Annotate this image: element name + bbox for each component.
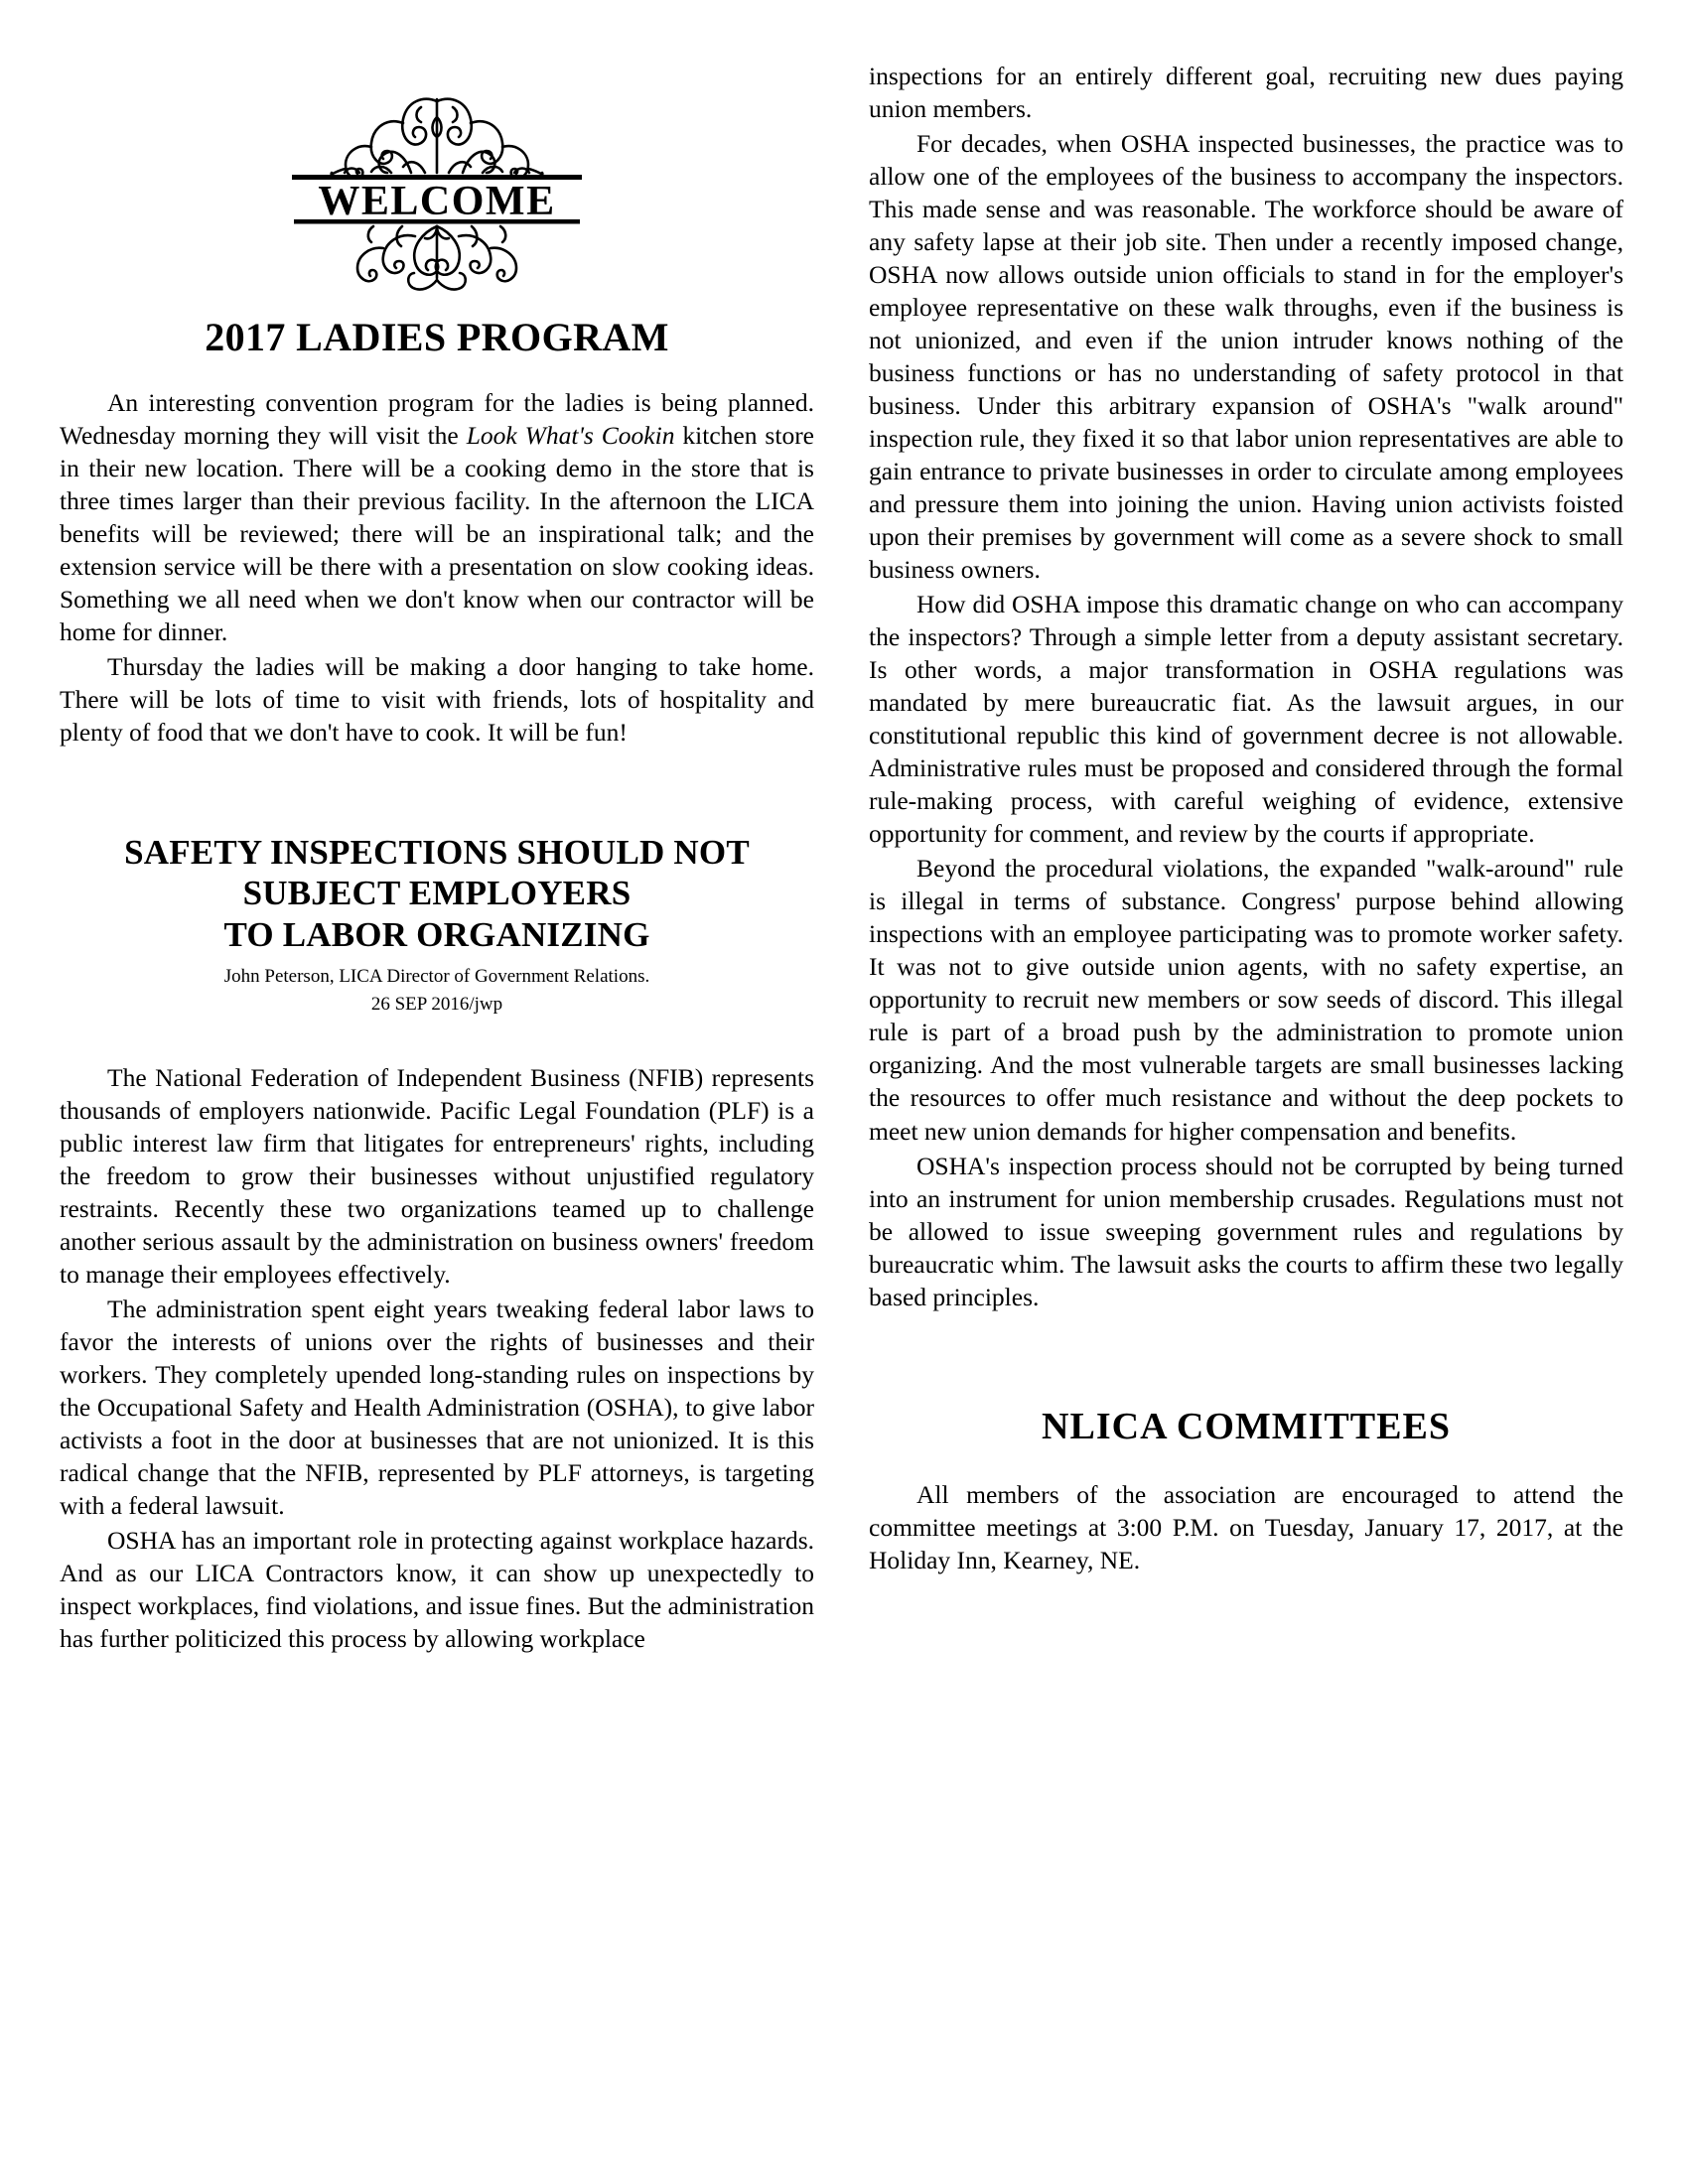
byline [60, 963, 814, 1018]
osha-paragraph-3: OSHA has an important role in protecting against workplace hazards. And as our LICA Contractors know, it can show up unexpectedly to inspect workplaces, find violations, and issue fines. But the administration has further politicized this process by allowing workplace [60, 1526, 814, 1654]
ladies-p1-post: kitchen store in their new location. There will be a cooking demo in the store that is three times larger than their previous facility. In the afternoon the LICA benefits will be reviewed; there will be an inspirational talk; and the extension service will be there with a presentation on slow cooking ideas. Something we all need when we don't know when our contractor will be home for dinner. [60, 421, 814, 647]
osha-paragraph-7: OSHA's inspection process should not be corrupted by being turned into an instrument for union membership crusades. Regulations must not be allowed to issue sweeping government rules and regulations by bureaucratic whim. The lawsuit asks the courts to affirm these two legally based principles. [869, 1151, 1623, 1311]
store-name-italic: Look What's Cookin [466, 421, 675, 451]
byline-spacer [60, 1018, 814, 1061]
svg-text:WELCOME: WELCOME [318, 179, 556, 224]
committees-paragraph: All members of the association are encouraged to attend the committee meetings at 3:00 P.M. on Tuesday, January 17, 2017, at the Holiday Inn, Kearney, NE. [869, 1480, 1623, 1575]
osha-paragraph-5: How did OSHA impose this dramatic change on who can accompany the inspectors? Through a simple letter from a deputy assistant secretary. Is other words, a major transformation in OSHA regulations was mandated by mere bureaucratic fiat. As the lawsuit argues, in our constitutional republic this kind of government decree is not allowable. Administrative rules must be proposed and considered through the formal rule-making process, with careful weighing of evidence, extensive opportunity for comment, and review by the courts if appropriate. [869, 590, 1623, 849]
osha-paragraph-1: The National Federation of Independent Business (NFIB) represents thousands of employers nationwide. Pacific Legal Foundation (PLF) is a public interest law firm that litigates for entrepreneurs' rights, including the freedom to grow their businesses without unjustified regulatory restraints. Recently these two organizations teamed up to challenge another serious assault by the administration on business owners' freedom to manage their employees effectively. [60, 1063, 814, 1290]
osha-paragraph-3-continuation: inspections for an entirely different goal, recruiting new dues paying union members. [869, 62, 1623, 124]
osha-paragraph-4: For decades, when OSHA inspected businesses, the practice was to allow one of the employees of the business to accompany the inspectors. This made sense and was reasonable. The workforce should be aware of any safety lapse at their job site. Then under a recently imposed change, OSHA now allows outside union officials to stand in for the employer's employee representative on these walk throughs, even if the business is not unionized, and even if the union intruder knows nothing of the business functions or has no understanding of safety protocol in that business. Under this arbitrary expansion of OSHA's "walk around" inspection rule, they fixed it so that labor union representatives are able to gain entrance to private businesses in order to circulate among employees and pressure them into joining the union. Having union activists foisted upon their premises by government will come as a severe shock to small business owners. [869, 129, 1623, 585]
right-column [869, 60, 1623, 2144]
safety-title-line-1: SAFETY INSPECTIONS SHOULD NOT [124, 833, 750, 873]
ladies-p1-pre: An interesting convention program for the ladies is being planned. Wednesday morning they will visit the [60, 388, 814, 451]
osha-paragraph-6: Beyond the procedural violations, the expanded "walk-around" rule is illegal in terms of substance. Congress' purpose behind allowing inspections with an employee participating was to promote worker safety. It was not to give outside union agents, with no safety expertise, an opportunity to recruit new members or sow seeds of discord. This illegal rule is part of a broad push by the administration to promote union organizing. And the most vulnerable targets are small businesses lacking the resources to offer much resistance and without the deep pockets to meet new union demands for higher compensation and benefits. [869, 854, 1623, 1146]
page-title: 2017 LADIES PROGRAM [205, 315, 669, 359]
safety-title-line-3: TO LABOR ORGANIZING [223, 914, 650, 954]
ladies-paragraph-2: Thursday the ladies will be making a door hanging to take home. There will be lots of time to visit with friends, lots of hospitality and plenty of food that we don't have to cook. It will be fun! [60, 652, 814, 748]
byline-author: John Peterson, LICA Director of Government Relations. [223, 966, 650, 988]
committees-section-title: NLICA COMMITTEES [1042, 1405, 1451, 1447]
ladies-paragraph-1 [60, 386, 814, 648]
welcome-scrollwork-icon [288, 77, 586, 296]
osha-paragraph-2: The administration spent eight years tweaking federal labor laws to favor the interests of unions over the rights of businesses and their workers. They completely upended long-standing rules on inspections by the Occupational Safety and Health Administration (OSHA), to give labor activists a foot in the door at businesses that are not unionized. It is this radical change that the NFIB, represented by PLF attorneys, is targeting with a federal lawsuit. [60, 1295, 814, 1521]
two-column-layout [60, 60, 1628, 2144]
safety-title-line-2: SUBJECT EMPLOYERS [242, 874, 632, 913]
safety-section-title [60, 832, 814, 955]
left-column [60, 60, 814, 2144]
welcome-logo-container [60, 77, 814, 296]
byline-date: 26 SEP 2016/jwp [370, 993, 503, 1015]
